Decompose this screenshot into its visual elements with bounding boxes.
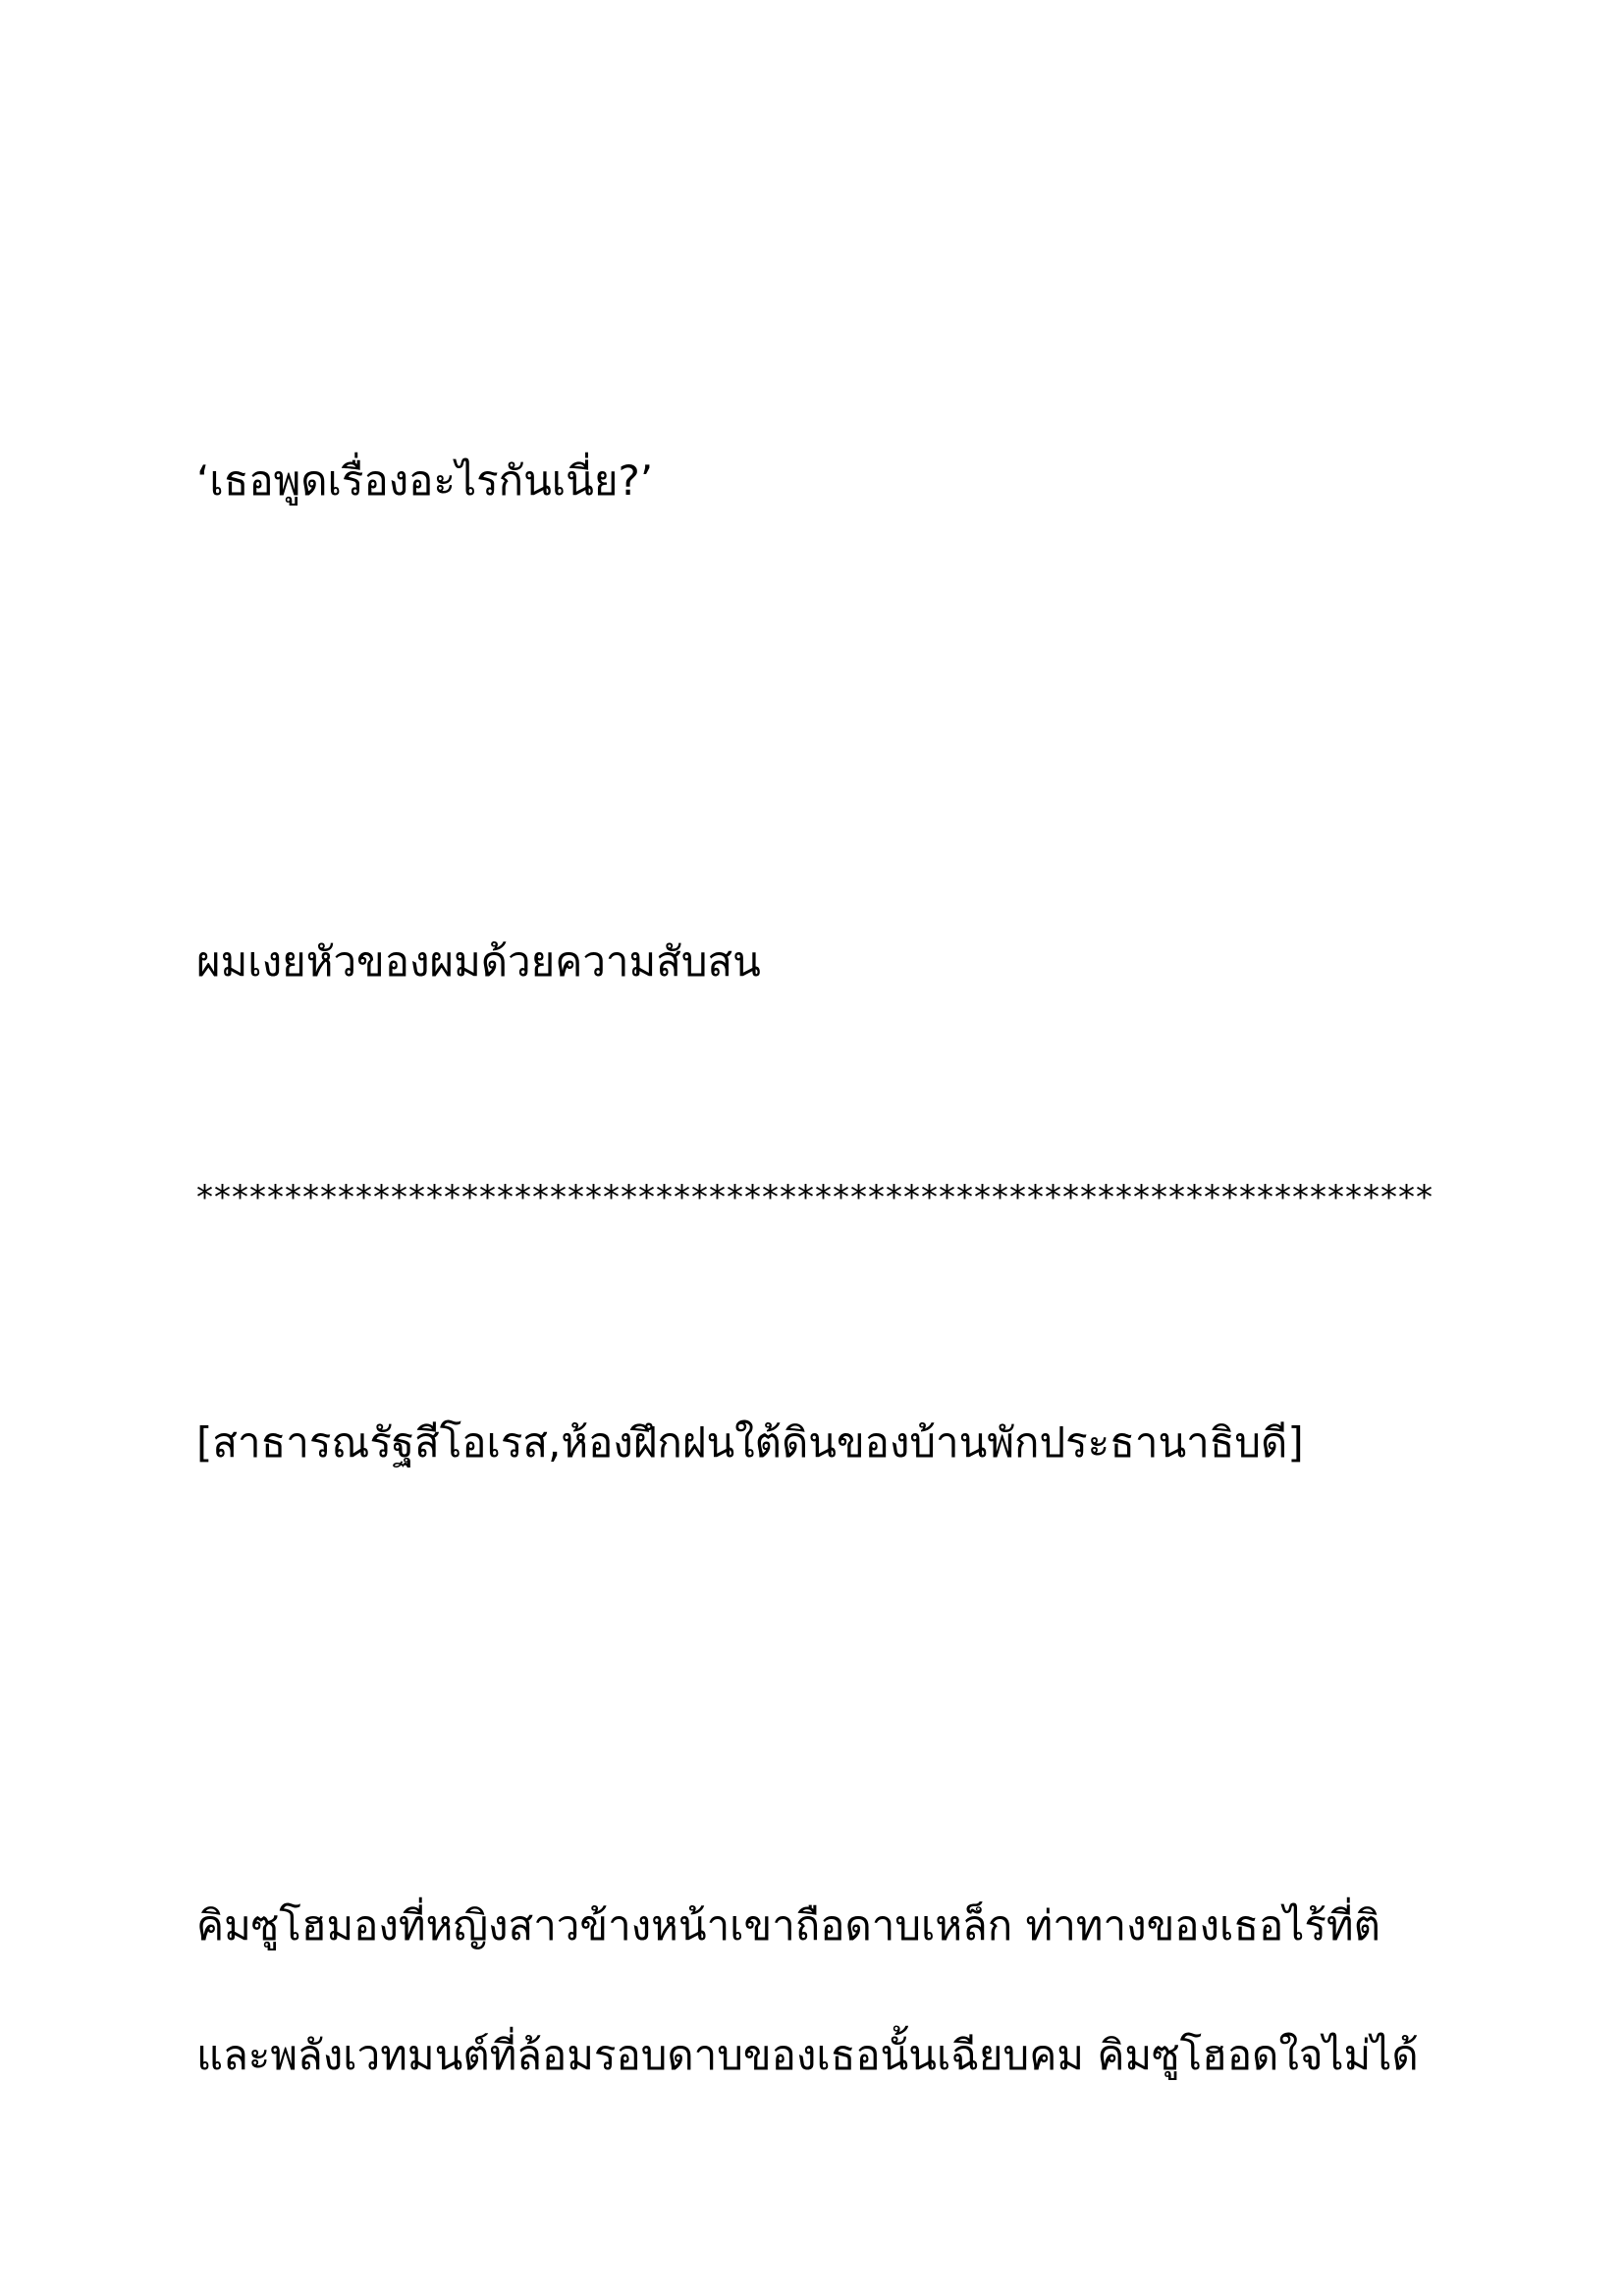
paragraph-line: คิมซูโฮมองที่หญิงสาวข้างหน้าเขาถือดาบเหล็ก ท่าทางของเธอไร้ที่ติ — [196, 1901, 1380, 1949]
paragraph-line: และพลังเวทมนต์ที่ล้อมรอบดาบของเธอนั้นเฉียบคม คิมซูโฮอดใจไม่ได้ — [196, 2031, 1419, 2079]
location-heading: [สาธารณรัฐสีโอเรส,ห้องฝึกฝนใต้ดินของบ้านพักประธานาธิบดี] — [196, 1418, 1304, 1467]
dialogue-line: ‘เธอพูดเรื่องอะไรกันเนี่ย?’ — [196, 456, 654, 505]
scene-divider: ********************************************************************** — [196, 1178, 1434, 1217]
narration-line: ผมเงยหัวของผมด้วยความสับสน — [196, 937, 761, 986]
